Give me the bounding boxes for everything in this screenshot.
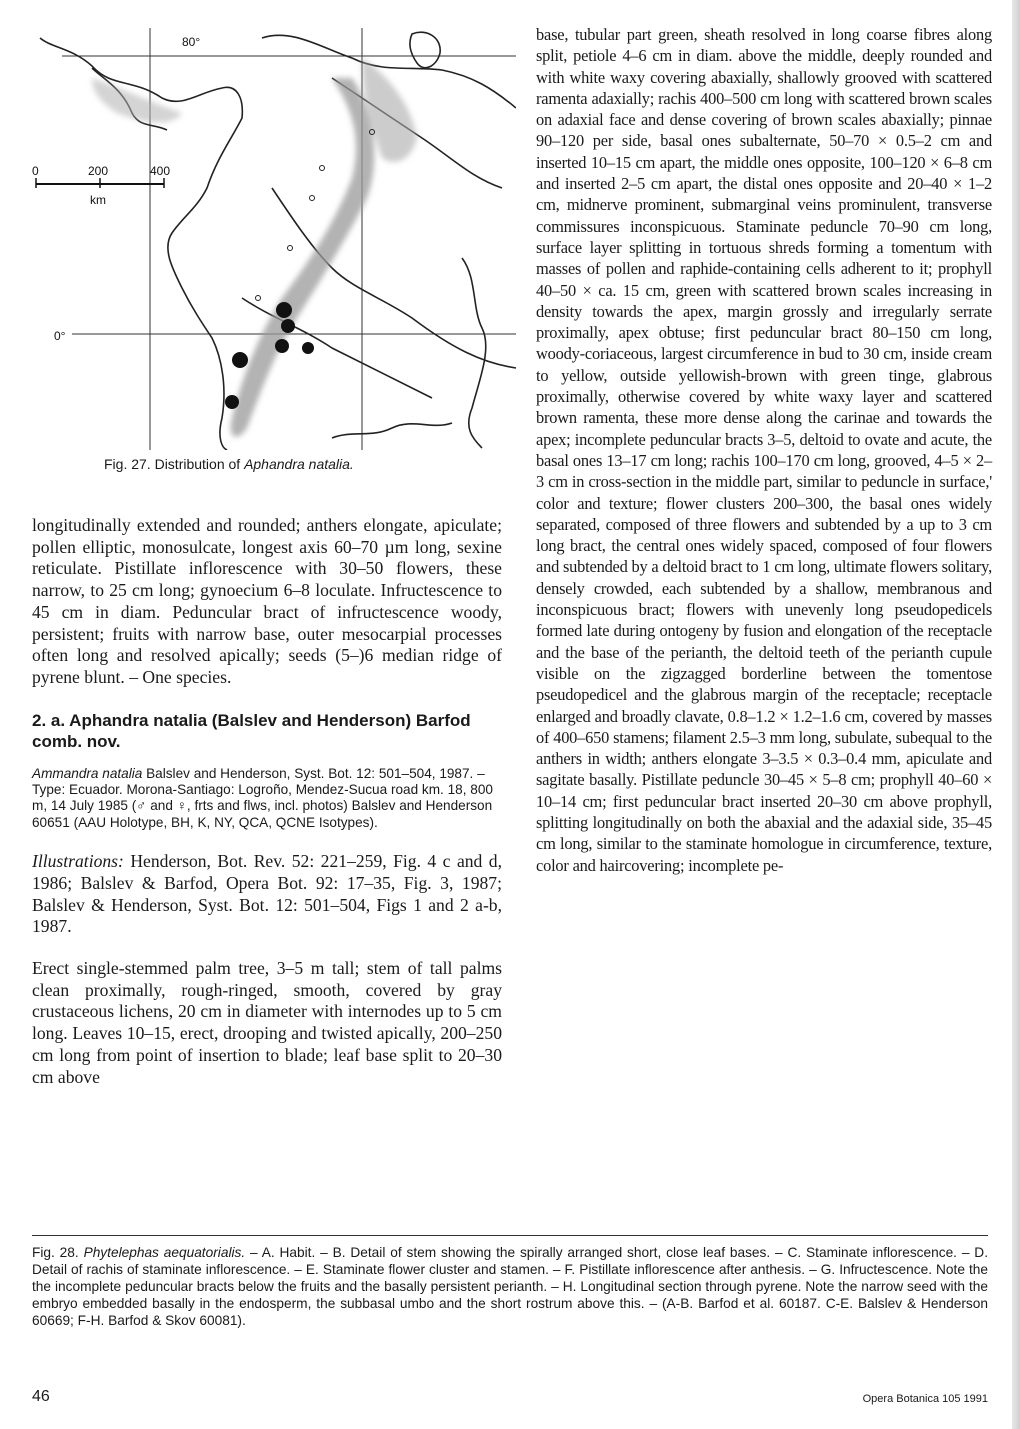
distribution-map bbox=[32, 18, 516, 450]
svg-text:0: 0 bbox=[32, 164, 39, 178]
page-number: 46 bbox=[32, 1388, 50, 1405]
species-description-paragraph: Erect single-stemmed palm tree, 3–5 m tall; stem of tall palms clean proximally, rough-ringed, smooth, covered by gray crustaceous lichens, 20 cm in diameter with internodes up to 5 cm long. Leaves 10–15, erect, drooping and twisted apically, 200–250 cm long from point of insertion to blade; leaf base split to 20–30 cm above bbox=[32, 958, 502, 1087]
map-latitude-label: 0° bbox=[54, 329, 66, 343]
species-description-continued: base, tubular part green, sheath resolved in long coarse fibres along split, petiole 4–6 cm in diam. above the middle, deeply rounded and with white waxy covering abaxially, shallowly grooved with scattered ramenta adaxially; rachis 400–500 cm long with scattered brown scales on adaxial face and dense covering of brown scales abaxially; pinnae 90–120 per side, basal ones subalternate, 50–70 × 0.5–2 cm and inserted 10–15 cm apart, the middle ones opposite, 100–120 × 6–8 cm and inserted 2–5 cm apart, the distal ones opposite and 20–40 × 1–2 cm, midnerve prominent, submarginal veins prominulent, transverse commissures inconspicuous. Staminate peduncle 70–90 cm long, surface layer splitting in tortuous shreds forming a tomentum with masses of pollen and raphide-containing cells adherent to it; prophyll 40–50 × ca. 15 cm, green with scattered brown scales increasing in density towards the apex, margin grossly and irregularly serrate proximally, apex obtuse; first peduncular bract 80–150 cm long, woody-coriaceous, largest circumference in bud to 30 cm, inside cream to yellow, outside yellowish-brown with green tinge, glabrous proximally, otherwise covered by white waxy layer and scattered brown ramenta, these more dense along the carinae and towards the apex; incomplete peduncular bracts 3–5, deltoid to ovate and acute, the basal ones 13–17 cm long; rachis 100–170 cm long, grooved, 4–5 × 2–3 cm in cross-section in the middle part, similar to peduncle in surface,' color and texture; flower clusters 200–300, the basal ones widely separated, composed of three flowers and subtended by a up to 3 cm long bract, the central ones widely spaced, composed of four flowers and subtended by a deltoid bract to 1 cm long, ultimate flowers solitary, densely crowded, each subtended by a shallow, membranous and inconspicuous bract; flowers with unevenly long pseudopedicels formed late during ontogeny by fusion and elongation of the receptacle and the base of the perianth, the deltoid teeth of the perianth cupule visible on the zigzagged borderline between the tomentose pseudopedicel and the glabrous margin of the receptacle; receptacle enlarged and broadly clavate, 0.8–1.2 × 1.2–1.6 cm, covered by masses of 400–650 stamens; filament 2.5–3 mm long, subulate, subequal to the anthers in width; anthers elongate 3–3.5 × 0.3–0.4 mm, apiculate and sagitate basally. Pistillate peduncle 30–45 × 5–8 cm; prophyll 40–60 × 10–14 cm; first peduncular bract inserted 20–30 cm above prophyll, splitting longitudinally on both the abaxial and the adaxial side, 35–45 cm long, similar to the staminate homologue in circumference, texture, color and haircovering; incomplete pe- bbox=[536, 25, 992, 875]
right-column bbox=[536, 24, 992, 876]
illustrations-citation: Illustrations: Henderson, Bot. Rev. 52: 221–259, Fig. 4 c and d, 1986; Balslev & Barfod, Opera Bot. 92: 17–35, Fig. 3, 1987; Balslev & Henderson, Syst. Bot. 12: 501–504, Figs 1 and 2 a-b, 1987. bbox=[32, 851, 502, 937]
svg-text:400: 400 bbox=[150, 164, 171, 178]
collection-point bbox=[281, 319, 295, 333]
journal-footer: Opera Botanica 105 1991 bbox=[862, 1393, 988, 1405]
collection-point bbox=[232, 352, 248, 368]
svg-text:200: 200 bbox=[88, 164, 109, 178]
synonym-citation: Ammandra natalia Balslev and Henderson, Syst. Bot. 12: 501–504, 1987. – Type: Ecuador. Morona-Santiago: Logroño, Mendez-Sucua road km. 18, 800 m, 14 July 1985 (♂ and ♀, frts and flws, incl. photos) Balslev and Henderson 60651 (AAU Holotype, BH, K, NY, QCA, QCNE Isotypes). bbox=[32, 765, 493, 830]
svg-text:km: km bbox=[90, 193, 106, 207]
map-longitude-label: 80° bbox=[182, 35, 201, 49]
page-edge-shadow bbox=[1012, 0, 1020, 1429]
caption-divider bbox=[32, 1235, 988, 1236]
figure-28-caption: Fig. 28. Phytelephas aequatorialis. – A. Habit. – B. Detail of stem showing the spirally arranged short, close leaf bases. – C. Staminate inflorescence. – D. Detail of rachis of staminate inflorescence. – E. Staminate flower cluster and stamen. – F. Pistillate inflorescence after anthesis. – G. Infructescence. Note the the incomplete peduncular bracts below the fruits and the basally persistent perianth. – H. Longitudinal section through pyrene. Note the narrow seed with the embryo embedded basally in the endosperm, the subbasal umbo and the short rostrum above this. – (A-B. Barfod et al. 60187. C-E. Balslev & Henderson 60669; F-H. Barfod & Skov 60081). bbox=[32, 1245, 988, 1328]
collection-point bbox=[225, 395, 239, 409]
collection-point bbox=[302, 342, 314, 354]
left-column bbox=[32, 515, 502, 1088]
species-heading: 2. a. Aphandra natalia (Balslev and Henderson) Barfod comb. nov. bbox=[32, 710, 471, 751]
genus-description-paragraph: longitudinally extended and rounded; anthers elongate, apiculate; pollen elliptic, monosulcate, longest axis 60–70 µm long, sexine reticulate. Pistillate inflorescence with 30–50 flowers, these narrow, to 25 cm long; gynoecium 6–8 loculate. Infructescence to 45 cm in diam. Peduncular bract of infructescence woody, persistent; fruits with narrow base, outer mesocarpial processes often long and resolved apically; seeds (5–)6 median ridge of pyrene blunt. – One species. bbox=[32, 515, 502, 687]
figure-27-caption: Fig. 27. Distribution of Aphandra natalia. bbox=[104, 456, 354, 472]
map-relief bbox=[92, 58, 417, 437]
collection-point bbox=[275, 339, 289, 353]
collection-point bbox=[276, 302, 292, 318]
